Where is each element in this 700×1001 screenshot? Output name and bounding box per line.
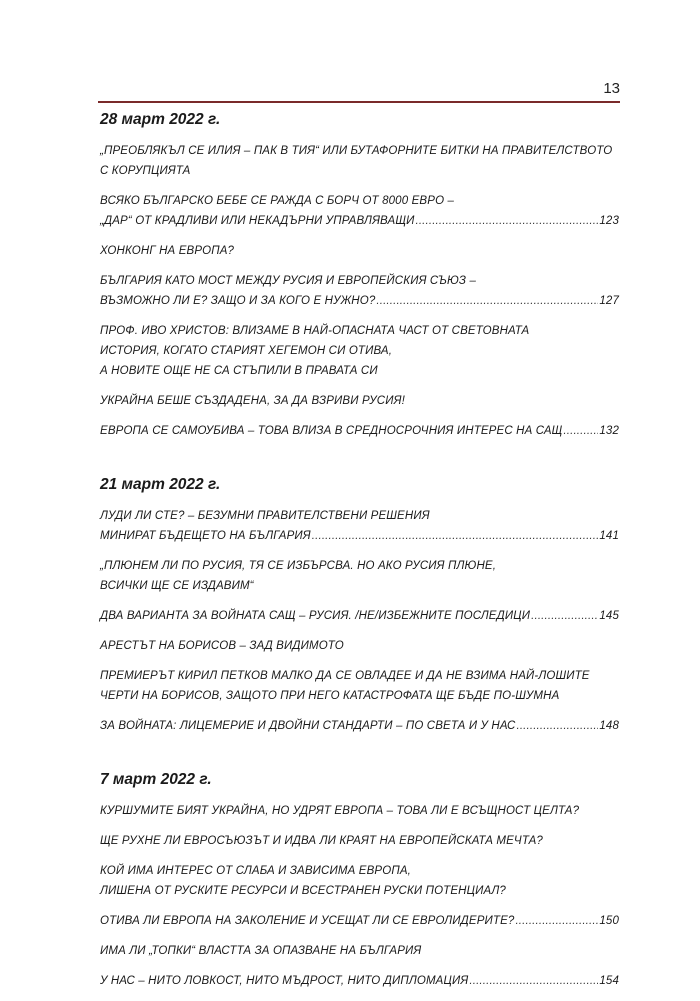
header-rule xyxy=(98,101,620,103)
toc-entry-text: ВСЯКО БЪЛГАРСКО БЕБЕ СЕ РАЖДА С БОРЧ ОТ 8000 ЕВРО – xyxy=(100,195,455,207)
toc-entry[interactable] xyxy=(100,716,619,736)
dot-leader xyxy=(312,526,599,546)
toc-entry-text: ХОНКОНГ НА ЕВРОПА? xyxy=(100,245,235,257)
toc-entry-text: ОТИВА ЛИ ЕВРОПА НА ЗАКОЛЕНИЕ И УСЕЩАТ ЛИ СЕ ЕВРОЛИДЕРИТЕ? xyxy=(100,915,515,927)
toc-entry[interactable] xyxy=(100,636,619,656)
toc-page-number: 127 xyxy=(599,295,619,307)
table-of-contents xyxy=(100,106,619,1001)
toc-entry-last-line xyxy=(100,716,619,736)
section-date-heading: 28 март 2022 г. xyxy=(100,111,221,128)
dot-leader xyxy=(531,606,598,626)
toc-page-number: 148 xyxy=(599,720,619,732)
toc-entry-text: ЧЕРТИ НА БОРИСОВ, ЗАЩОТО ПРИ НЕГО КАТАСТРОФАТА ЩЕ БЪДЕ ПО-ШУМНА xyxy=(100,690,560,702)
toc-entry-last-line xyxy=(100,291,619,311)
toc-entry-text: А НОВИТЕ ОЩЕ НЕ СА СТЪПИЛИ В ПРАВАТА СИ xyxy=(100,365,378,377)
toc-entry-text: С КОРУПЦИЯТА xyxy=(100,165,191,177)
toc-entry-text: ВСИЧКИ ЩЕ СЕ ИЗДАВИМ“ xyxy=(100,580,254,592)
toc-entry[interactable] xyxy=(100,666,619,706)
toc-entry-text: КОЙ ИМА ИНТЕРЕС ОТ СЛАБА И ЗАВИСИМА ЕВРОПА, xyxy=(100,865,411,877)
toc-entry-last-line xyxy=(100,421,619,441)
dot-leader xyxy=(469,971,598,991)
toc-entry-last-line xyxy=(100,526,619,546)
toc-entry-last-line xyxy=(100,911,619,931)
toc-entry-text: АРЕСТЪТ НА БОРИСОВ – ЗАД ВИДИМОТО xyxy=(100,640,344,652)
section-date-heading: 21 март 2022 г. xyxy=(100,476,221,493)
toc-entry[interactable] xyxy=(100,941,619,961)
toc-page-number: 132 xyxy=(599,425,619,437)
toc-entry-text: „ПЛЮНЕМ ЛИ ПО РУСИЯ, ТЯ СЕ ИЗБЪРСВА. НО АКО РУСИЯ ПЛЮНЕ, xyxy=(100,560,497,572)
toc-entry-text: ВЪЗМОЖНО ЛИ Е? ЗАЩО И ЗА КОГО Е НУЖНО? xyxy=(100,295,376,307)
toc-entry[interactable] xyxy=(100,556,619,596)
toc-entry[interactable] xyxy=(100,506,619,546)
toc-entry-text: УКРАЙНА БЕШЕ СЪЗДАДЕНА, ЗА ДА ВЗРИВИ РУСИЯ! xyxy=(100,395,405,407)
toc-entry-last-line xyxy=(100,606,619,626)
toc-page-number: 150 xyxy=(599,915,619,927)
toc-entry[interactable] xyxy=(100,831,619,851)
toc-entry[interactable] xyxy=(100,391,619,411)
toc-entry[interactable] xyxy=(100,321,619,381)
toc-page-number: 154 xyxy=(599,975,619,987)
toc-entry[interactable] xyxy=(100,606,619,626)
toc-entry[interactable] xyxy=(100,191,619,231)
toc-entry[interactable] xyxy=(100,141,619,181)
toc-entry-text: БЪЛГАРИЯ КАТО МОСТ МЕЖДУ РУСИЯ И ЕВРОПЕЙСКИЯ СЪЮЗ – xyxy=(100,275,477,287)
toc-entry-text: ПРОФ. ИВО ХРИСТОВ: ВЛИЗАМЕ В НАЙ-ОПАСНАТА ЧАСТ ОТ СВЕТОВНАТА xyxy=(100,325,530,337)
toc-entry-text: ЕВРОПА СЕ САМОУБИВА – ТОВА ВЛИЗА В СРЕДНОСРОЧНИЯ ИНТЕРЕС НА САЩ xyxy=(100,425,563,437)
toc-entry-text: ДВА ВАРИАНТА ЗА ВОЙНАТА САЩ – РУСИЯ. /НЕ/ИЗБЕЖНИТЕ ПОСЛЕДИЦИ xyxy=(100,610,531,622)
toc-entry-text: ИСТОРИЯ, КОГАТО СТАРИЯТ ХЕГЕМОН СИ ОТИВА, xyxy=(100,345,393,357)
toc-entry[interactable] xyxy=(100,271,619,311)
toc-entry-text: „ДАР“ ОТ КРАДЛИВИ ИЛИ НЕКАДЪРНИ УПРАВЛЯВАЩИ xyxy=(100,215,415,227)
toc-entry-text: ИМА ЛИ „ТОПКИ“ ВЛАСТТА ЗА ОПАЗВАНЕ НА БЪЛГАРИЯ xyxy=(100,945,422,957)
page-number: 13 xyxy=(603,80,620,97)
toc-entry[interactable] xyxy=(100,801,619,821)
toc-entry-text: ЛУДИ ЛИ СТЕ? – БЕЗУМНИ ПРАВИТЕЛСТВЕНИ РЕШЕНИЯ xyxy=(100,510,430,522)
toc-entry[interactable] xyxy=(100,911,619,931)
toc-entry-text: ЩЕ РУХНЕ ЛИ ЕВРОСЪЮЗЪТ И ИДВА ЛИ КРАЯТ НА ЕВРОПЕЙСКАТА МЕЧТА? xyxy=(100,835,543,847)
dot-leader xyxy=(516,716,598,736)
toc-entry-text: КУРШУМИТЕ БИЯТ УКРАЙНА, НО УДРЯТ ЕВРОПА – ТОВА ЛИ Е ВСЪЩНОСТ ЦЕЛТА? xyxy=(100,805,580,817)
toc-section xyxy=(100,471,619,736)
toc-entry[interactable] xyxy=(100,241,619,261)
toc-entry-text: „ПРЕОБЛЯКЪЛ СЕ ИЛИЯ – ПАК В ТИЯ“ ИЛИ БУТАФОРНИТЕ БИТКИ НА ПРАВИТЕЛСТВОТО xyxy=(100,145,613,157)
section-date-heading: 7 март 2022 г. xyxy=(100,771,212,788)
toc-section xyxy=(100,106,619,441)
toc-entry[interactable] xyxy=(100,971,619,991)
toc-entry-text: ЛИШЕНА ОТ РУСКИТЕ РЕСУРСИ И ВСЕСТРАНЕН РУСКИ ПОТЕНЦИАЛ? xyxy=(100,885,506,897)
toc-page-number: 145 xyxy=(599,610,619,622)
dot-leader xyxy=(515,911,598,931)
toc-entry-last-line xyxy=(100,211,619,231)
toc-entry-text: У НАС – НИТО ЛОВКОСТ, НИТО МЪДРОСТ, НИТО ДИПЛОМАЦИЯ xyxy=(100,975,469,987)
toc-entry-text: МИНИРАТ БЪДЕЩЕТО НА БЪЛГАРИЯ xyxy=(100,530,311,542)
dot-leader xyxy=(415,211,598,231)
toc-page-number: 141 xyxy=(599,530,619,542)
dot-leader xyxy=(376,291,598,311)
toc-entry-text: ПРЕМИЕРЪТ КИРИЛ ПЕТКОВ МАЛКО ДА СЕ ОВЛАДЕЕ И ДА НЕ ВЗИМА НАЙ-ЛОШИТЕ xyxy=(100,670,590,682)
toc-entry[interactable] xyxy=(100,861,619,901)
toc-page-number: 123 xyxy=(599,215,619,227)
toc-entry-text: ЗА ВОЙНАТА: ЛИЦЕМЕРИЕ И ДВОЙНИ СТАНДАРТИ – ПО СВЕТА И У НАС xyxy=(100,720,516,732)
toc-entry-last-line xyxy=(100,971,619,991)
toc-section xyxy=(100,766,619,991)
dot-leader xyxy=(563,421,598,441)
toc-entry[interactable] xyxy=(100,421,619,441)
